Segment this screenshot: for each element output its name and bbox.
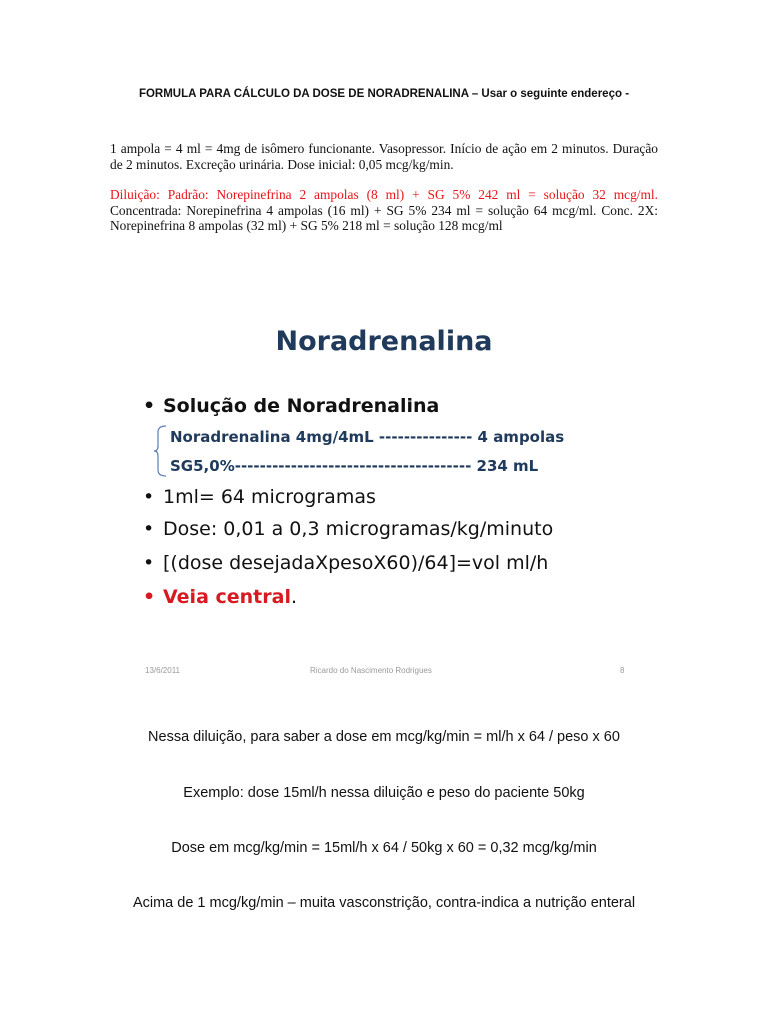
dilution-other-text: Concentrada: Norepinefrina 4 ampolas (16 ml) + SG 5% 234 ml = solução 64 mcg/ml. Conc. 2X: Norepinefrina 8 ampolas (32 ml) + SG 5% 218 ml = solução 128 mcg/ml: [110, 202, 658, 233]
slide-footer-author: Ricardo do Nascimento Rodrigues: [310, 666, 432, 675]
bullet-1ml-text: 1ml= 64 microgramas: [163, 486, 376, 508]
slide-footer-page: 8: [620, 666, 625, 675]
bullet-solution-text: Solução de Noradrenalina: [163, 395, 440, 417]
line-warning: Acima de 1 mcg/kg/min – muita vasconstrição, contra-indica a nutrição enteral: [132, 895, 636, 911]
bullet-1ml: [143, 486, 376, 508]
slide-title: Noradrenalina: [275, 326, 493, 357]
bullet-veia-text: Veia central: [163, 586, 291, 608]
bullet-dot: •: [143, 395, 156, 417]
bullet-dot: •: [143, 552, 155, 574]
line-calculation: Dose em mcg/kg/min = 15ml/h x 64 / 50kg x 60 = 0,32 mcg/kg/min: [171, 840, 597, 856]
sub-item-noradrenalina: Noradrenalina 4mg/4mL --------------- 4 ampolas: [170, 428, 565, 446]
line-dilution-dose: Nessa diluição, para saber a dose em mcg/kg/min = ml/h x 64 / peso x 60: [148, 729, 620, 745]
bullet-dot: •: [143, 586, 156, 608]
paragraph-ampola-info: 1 ampola = 4 ml = 4mg de isômero funcionante. Vasopressor. Início de ação em 2 minutos. Duração de 2 minutos. Excreção urinária. Dose inicial: 0,05 mcg/kg/min.: [110, 141, 658, 172]
dilution-standard-text: Diluição: Padrão: Norepinefrina 2 ampolas (8 ml) + SG 5% 242 ml = solução 32 mcg/ml.: [110, 187, 658, 202]
document-heading: FORMULA PARA CÁLCULO DA DOSE DE NORADRENALINA – Usar o seguinte endereço -: [138, 88, 630, 100]
bullet-dot: •: [143, 518, 155, 540]
bracket-icon: [152, 424, 168, 478]
bullet-solution: [143, 395, 439, 417]
bullet-dot: •: [143, 486, 155, 508]
bullet-veia-period: .: [290, 586, 298, 608]
bullet-formula: [143, 552, 548, 574]
bullet-dose-text: Dose: 0,01 a 0,3 microgramas/kg/minuto: [163, 518, 554, 540]
line-example: Exemplo: dose 15ml/h nessa diluição e peso do paciente 50kg: [183, 785, 585, 801]
bullet-dose: [143, 518, 553, 540]
slide-footer-date: 13/6/2011: [145, 666, 180, 675]
bullet-veia-central: [143, 586, 297, 608]
paragraph-dilution: [110, 187, 658, 234]
sub-item-sg: SG5,0%-------------------------------------- 234 mL: [170, 457, 539, 475]
bullet-formula-text: [(dose desejadaXpesoX60)/64]=vol ml/h: [163, 552, 549, 574]
